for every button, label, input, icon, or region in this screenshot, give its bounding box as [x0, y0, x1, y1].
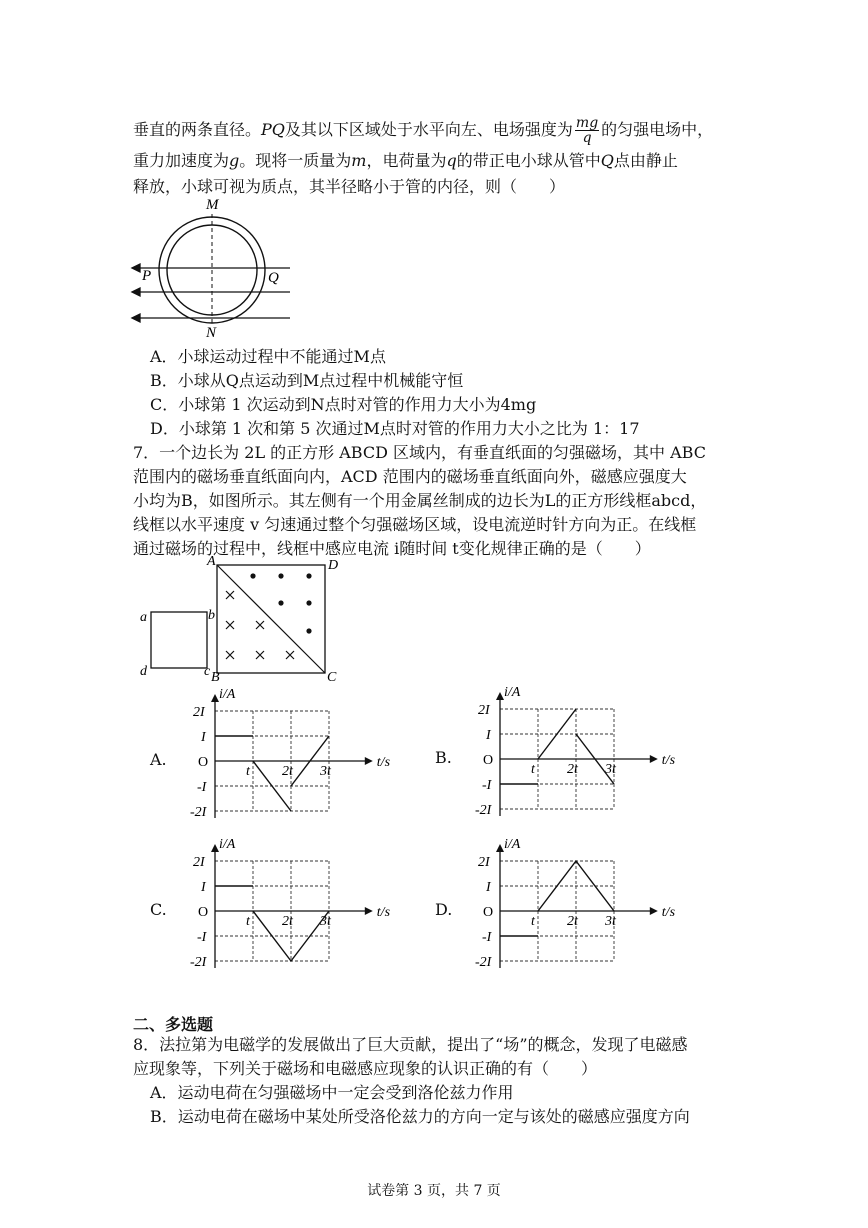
tick-label-I: I	[486, 880, 491, 895]
tick-label-2I: 2I	[193, 705, 205, 720]
q8-line1: 8．法拉第为电磁学的发展做出了巨大贡献，提出了“场”的概念，发现了电磁感	[133, 1035, 688, 1054]
tick-label-minus-I: -I	[482, 778, 492, 793]
option-letter: C.	[150, 900, 167, 919]
q7-line3: 小均为B，如图所示。其左侧有一个用金属丝制成的边长为L的正方形线框abcd，	[133, 491, 707, 510]
y-axis-arrow	[496, 844, 504, 852]
y-axis-arrow	[496, 692, 504, 700]
q8-option-b: B．运动电荷在磁场中某处所受洛伦兹力的方向一定与该处的磁感应强度方向	[150, 1107, 690, 1126]
tick-label-2I: 2I	[478, 703, 490, 718]
graph-option-c	[150, 838, 410, 968]
label-D: D	[328, 558, 339, 573]
q6-text: 的匀强电场中，	[601, 120, 714, 139]
origin-label: O	[483, 753, 494, 768]
tick-label-t: t	[246, 764, 250, 779]
tick-label-2I: 2I	[478, 855, 490, 870]
option-letter: A.	[150, 750, 167, 769]
x-axis-arrow	[365, 757, 373, 765]
label-C: C	[327, 670, 337, 685]
tick-label-2t: 2t	[567, 762, 578, 777]
label-b: b	[208, 608, 215, 623]
q6-line3: 释放，小球可视为质点，其半径略小于管的内径，则（ ）	[133, 177, 566, 196]
tick-label-minus-2I: -2I	[475, 955, 492, 968]
q6-pq: PQ	[261, 120, 285, 139]
tick-label-t: t	[531, 762, 535, 777]
tick-label-3t: 3t	[605, 914, 616, 929]
tick-label-minus-I: -I	[197, 930, 207, 945]
option-letter: D.	[435, 900, 453, 919]
q7-line4: 线框以水平速度 v 匀速通过整个匀强磁场区域，设电流逆时针方向为正。在线框	[133, 515, 697, 534]
tick-label-2I: 2I	[193, 855, 205, 870]
q6-text: ，电荷量为	[366, 151, 447, 170]
tick-label-2t: 2t	[282, 764, 293, 779]
tick-label-t: t	[531, 914, 535, 929]
tick-label-minus-I: -I	[197, 780, 207, 795]
q7-line2: 范围内的磁场垂直纸面向内，ACD 范围内的磁场垂直纸面向外，磁感应强度大	[133, 467, 687, 486]
q8-line2: 应现象等，下列关于磁场和电磁感应现象的认识正确的有（ ）	[133, 1059, 598, 1078]
x-axis-arrow	[650, 907, 658, 915]
label-a: a	[140, 610, 147, 625]
tick-label-I: I	[201, 880, 206, 895]
label-N: N	[206, 325, 217, 341]
q6-var: m	[351, 151, 367, 170]
q6-option-c: C．小球第 1 次运动到N点时对管的作用力大小为4mg	[150, 395, 537, 414]
tick-label-minus-2I: -2I	[190, 805, 207, 818]
tick-label-minus-I: -I	[482, 930, 492, 945]
tick-label-minus-2I: -2I	[475, 803, 492, 816]
q7-field-figure	[135, 555, 350, 685]
section-heading: 二、多选题	[133, 1015, 214, 1034]
tick-label-I: I	[201, 730, 206, 745]
fraction-denominator: q	[582, 130, 592, 146]
q6-ring-figure	[128, 192, 298, 342]
graph-option-a	[150, 688, 410, 818]
q6-var: Q	[600, 151, 614, 170]
q8-option-a: A．运动电荷在匀强磁场中一定会受到洛伦兹力作用	[150, 1083, 514, 1102]
x-axis-label: t/s	[376, 905, 391, 920]
q6-text: 。现将一质量为	[239, 151, 352, 170]
graph-option-d	[435, 838, 695, 968]
label-d: d	[140, 664, 147, 679]
tick-label-t: t	[246, 914, 250, 929]
q6-option-b: B．小球从Q点运动到M点过程中机械能守恒	[150, 371, 464, 390]
y-axis-arrow	[211, 844, 219, 852]
label-Q: Q	[268, 270, 279, 286]
q6-option-a: A．小球运动过程中不能通过M点	[150, 347, 386, 366]
q7-line1: 7．一个边长为 2L 的正方形 ABCD 区域内，有垂直纸面的匀强磁场，其中 ABC	[133, 443, 706, 462]
q6-line2	[133, 150, 678, 172]
origin-label: O	[198, 755, 209, 770]
field-fraction	[575, 116, 599, 145]
label-P: P	[142, 268, 152, 284]
tick-label-2t: 2t	[282, 914, 293, 929]
x-axis-label: t/s	[661, 753, 676, 768]
tick-label-2t: 2t	[567, 914, 578, 929]
y-axis-label: i/A	[219, 688, 236, 702]
tick-label-3t: 3t	[320, 764, 331, 779]
q6-text: 垂直的两条直径。	[133, 120, 262, 139]
y-axis-label: i/A	[219, 838, 236, 852]
y-axis-arrow	[211, 694, 219, 702]
tick-label-minus-2I: -2I	[190, 955, 207, 968]
q6-text: 重力加速度为	[133, 151, 230, 170]
q6-var: g	[229, 151, 240, 170]
tick-label-3t: 3t	[605, 762, 616, 777]
q6-text: 点由静止	[613, 151, 678, 170]
fraction-numerator: mg	[575, 115, 599, 131]
origin-label: O	[198, 905, 209, 920]
q6-var: q	[446, 151, 457, 170]
tick-label-3t: 3t	[320, 914, 331, 929]
tick-label-I: I	[486, 728, 491, 743]
q6-line1	[133, 116, 713, 145]
label-A: A	[207, 555, 216, 569]
q7-line5: 通过磁场的过程中，线框中感应电流 i随时间 t变化规律正确的是（ ）	[133, 539, 651, 558]
page-footer: 试卷第 3 页，共 7 页	[367, 1183, 501, 1199]
q6-text: 的带正电小球从管中	[456, 151, 601, 170]
label-M: M	[206, 197, 219, 213]
x-axis-label: t/s	[661, 905, 676, 920]
x-axis-label: t/s	[376, 755, 391, 770]
q6-option-d: D．小球第 1 次和第 5 次通过M点时对管的作用力大小之比为 1：17	[150, 419, 640, 438]
x-axis-arrow	[365, 907, 373, 915]
q6-text: 及其以下区域处于水平向左、电场强度为	[284, 120, 573, 139]
x-axis-arrow	[650, 755, 658, 763]
label-c: c	[204, 664, 211, 679]
label-B: B	[211, 670, 220, 685]
graph-option-b	[435, 686, 695, 816]
y-axis-label: i/A	[504, 838, 521, 852]
option-letter: B.	[435, 748, 452, 767]
y-axis-label: i/A	[504, 686, 521, 700]
origin-label: O	[483, 905, 494, 920]
